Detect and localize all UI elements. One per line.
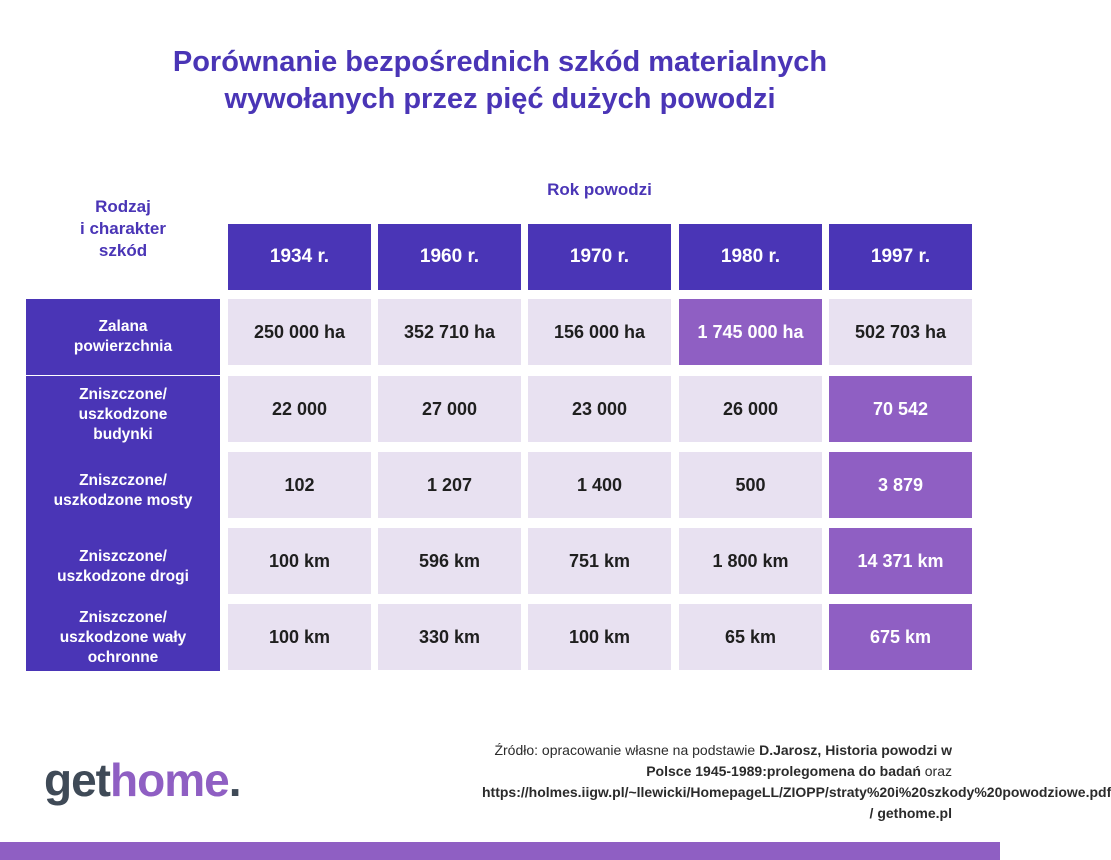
table-cell: 100 km bbox=[528, 604, 671, 670]
page-title bbox=[0, 44, 1000, 118]
table-cell: 100 km bbox=[228, 528, 371, 594]
logo-text-home: home bbox=[110, 754, 229, 806]
source-book: D.Jarosz, Historia powodzi w Polsce 1945-1989:prolegomena do badań bbox=[646, 742, 952, 779]
row-header-line: ochronne bbox=[87, 648, 159, 666]
row-header bbox=[26, 299, 220, 375]
row-header-line: uszkodzone wały bbox=[59, 628, 187, 646]
table-cell: 26 000 bbox=[679, 376, 822, 442]
title-line-1: Porównanie bezpośrednich szkód materialnych bbox=[172, 46, 828, 78]
row-header-line: budynki bbox=[93, 425, 153, 443]
row-header-line: Zniszczone/ bbox=[79, 547, 167, 565]
logo-text-get: get bbox=[44, 754, 110, 806]
gethome-logo bbox=[44, 752, 240, 808]
table-cell: 502 703 ha bbox=[829, 299, 972, 365]
column-header: 1960 r. bbox=[378, 224, 521, 290]
row-header-line: Zniszczone/ bbox=[79, 385, 167, 403]
row-header bbox=[26, 452, 220, 529]
row-header-line: Zniszczone/ bbox=[79, 608, 167, 626]
table-cell-max: 14 371 km bbox=[829, 528, 972, 594]
column-header: 1970 r. bbox=[528, 224, 671, 290]
table-cell: 250 000 ha bbox=[228, 299, 371, 365]
table-cell: 23 000 bbox=[528, 376, 671, 442]
table-cell: 500 bbox=[679, 452, 822, 518]
bottom-accent-bar bbox=[0, 842, 1000, 860]
row-header-line: uszkodzone drogi bbox=[57, 567, 189, 585]
row-header bbox=[26, 376, 220, 453]
table-cell: 1 400 bbox=[528, 452, 671, 518]
table-cell-max: 3 879 bbox=[829, 452, 972, 518]
table-cell-max: 1 745 000 ha bbox=[679, 299, 822, 365]
column-header: 1980 r. bbox=[679, 224, 822, 290]
table-cell: 330 km bbox=[378, 604, 521, 670]
row-axis-label-line: i charakter bbox=[80, 219, 166, 238]
row-axis-label-line: Rodzaj bbox=[95, 197, 151, 216]
table-cell: 65 km bbox=[679, 604, 822, 670]
table-cell: 156 000 ha bbox=[528, 299, 671, 365]
table-cell: 596 km bbox=[378, 528, 521, 594]
table-cell: 100 km bbox=[228, 604, 371, 670]
table-cell-max: 675 km bbox=[829, 604, 972, 670]
source-url: https://holmes.iigw.pl/~llewicki/HomepageLL/ZIOPP/straty%20i%20szkody%20powodziowe.pdf / gethome.pl bbox=[482, 784, 1111, 821]
row-header-line: Zniszczone/ bbox=[79, 471, 167, 489]
row-header-line: uszkodzone mosty bbox=[53, 491, 193, 509]
table-cell: 1 207 bbox=[378, 452, 521, 518]
table-cell-max: 70 542 bbox=[829, 376, 972, 442]
column-header: 1997 r. bbox=[829, 224, 972, 290]
row-header-line: uszkodzone bbox=[78, 405, 168, 423]
row-axis-label bbox=[26, 196, 220, 262]
column-header: 1934 r. bbox=[228, 224, 371, 290]
row-header bbox=[26, 604, 220, 671]
table-cell: 352 710 ha bbox=[378, 299, 521, 365]
row-header bbox=[26, 528, 220, 605]
table-cell: 751 km bbox=[528, 528, 671, 594]
row-header-line: Zalana bbox=[98, 318, 148, 335]
source-prefix: Źródło: opracowanie własne na podstawie bbox=[494, 742, 760, 758]
table-cell: 102 bbox=[228, 452, 371, 518]
source-middle: oraz bbox=[920, 763, 952, 779]
row-header-line: powierzchnia bbox=[73, 338, 173, 355]
table-cell: 27 000 bbox=[378, 376, 521, 442]
logo-text-dot: . bbox=[228, 754, 241, 806]
row-axis-label-line: szkód bbox=[98, 241, 148, 260]
title-line-2: wywołanych przez pięć dużych powodzi bbox=[224, 83, 776, 115]
column-axis-label: Rok powodzi bbox=[547, 180, 652, 199]
table-cell: 22 000 bbox=[228, 376, 371, 442]
source-note bbox=[482, 740, 1111, 824]
table-cell: 1 800 km bbox=[679, 528, 822, 594]
